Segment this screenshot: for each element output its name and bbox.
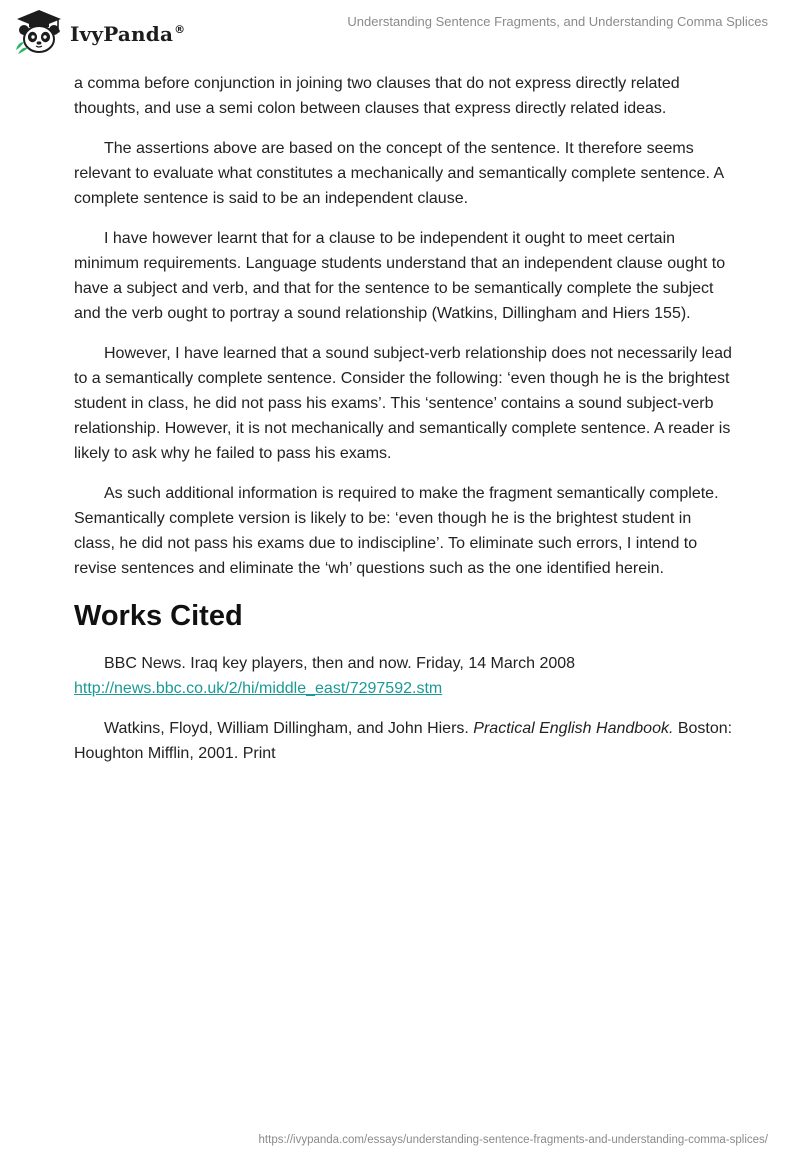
paragraph: a comma before conjunction in joining two clauses that do not express directly related thoughts, and use a semi colon between clauses that express directly related ideas. bbox=[74, 75, 680, 117]
paragraph: However, I have learned that a sound subject-verb relationship does not necessarily lead to a semantically complete sentence. Consider the following: ‘even though he is the brightest student in class, he did not pass his exams’. This ‘sentence’ contains a sound subject-verb relationship. However, it is not mechanically and semantically complete sentence. A reader is likely to ask why he failed to pass his exams. bbox=[74, 345, 732, 462]
works-cited-heading: Works Cited bbox=[74, 600, 243, 632]
citation-link[interactable]: http://news.bbc.co.uk/2/hi/middle_east/7297592.stm bbox=[74, 680, 443, 697]
citation-entry bbox=[74, 716, 734, 766]
paragraph: I have however learnt that for a clause to be independent it ought to meet certain minimum requirements. Language students understand that an independent clause ought to have a subject and verb, and that for the sentence to be semantically complete the subject and the verb ought to portray a sound relationship (Watkins, Dillingham and Hiers 155). bbox=[74, 230, 726, 322]
citation-text: Boston: Houghton Mifflin, 2001. Print bbox=[74, 720, 733, 762]
logo-wordmark: IvyPanda® bbox=[70, 22, 186, 46]
paragraph: The assertions above are based on the concept of the sentence. It therefore seems relevant to evaluate what constitutes a mechanically and semantically complete sentence. A complete sentence is said to be an independent clause. bbox=[74, 140, 724, 207]
citation-book-title: Practical English Handbook. bbox=[473, 720, 674, 737]
citation-text: BBC News. Iraq key players, then and now. Friday, 14 March 2008 bbox=[104, 655, 576, 672]
page-header bbox=[0, 0, 800, 64]
citation-entry bbox=[74, 651, 734, 701]
citation-text: Watkins, Floyd, William Dillingham, and John Hiers. bbox=[104, 720, 474, 737]
source-url[interactable]: https://ivypanda.com/essays/understanding-sentence-fragments-and-understanding-comma-splices/ bbox=[258, 1134, 768, 1146]
panda-graduate-icon bbox=[14, 8, 64, 56]
ivypanda-logo[interactable] bbox=[14, 6, 185, 58]
paragraph: As such additional information is required to make the fragment semantically complete. Semantically complete version is likely to be: ‘even though he is the brightest student in class, he did not pass his exams due to indiscipline’. To eliminate such errors, I intend to revise sentences and eliminate the ‘wh’ questions such as the one identified herein. bbox=[74, 485, 719, 577]
document-title: Understanding Sentence Fragments, and Understanding Comma Splices bbox=[347, 14, 768, 29]
essay-body bbox=[74, 71, 734, 781]
